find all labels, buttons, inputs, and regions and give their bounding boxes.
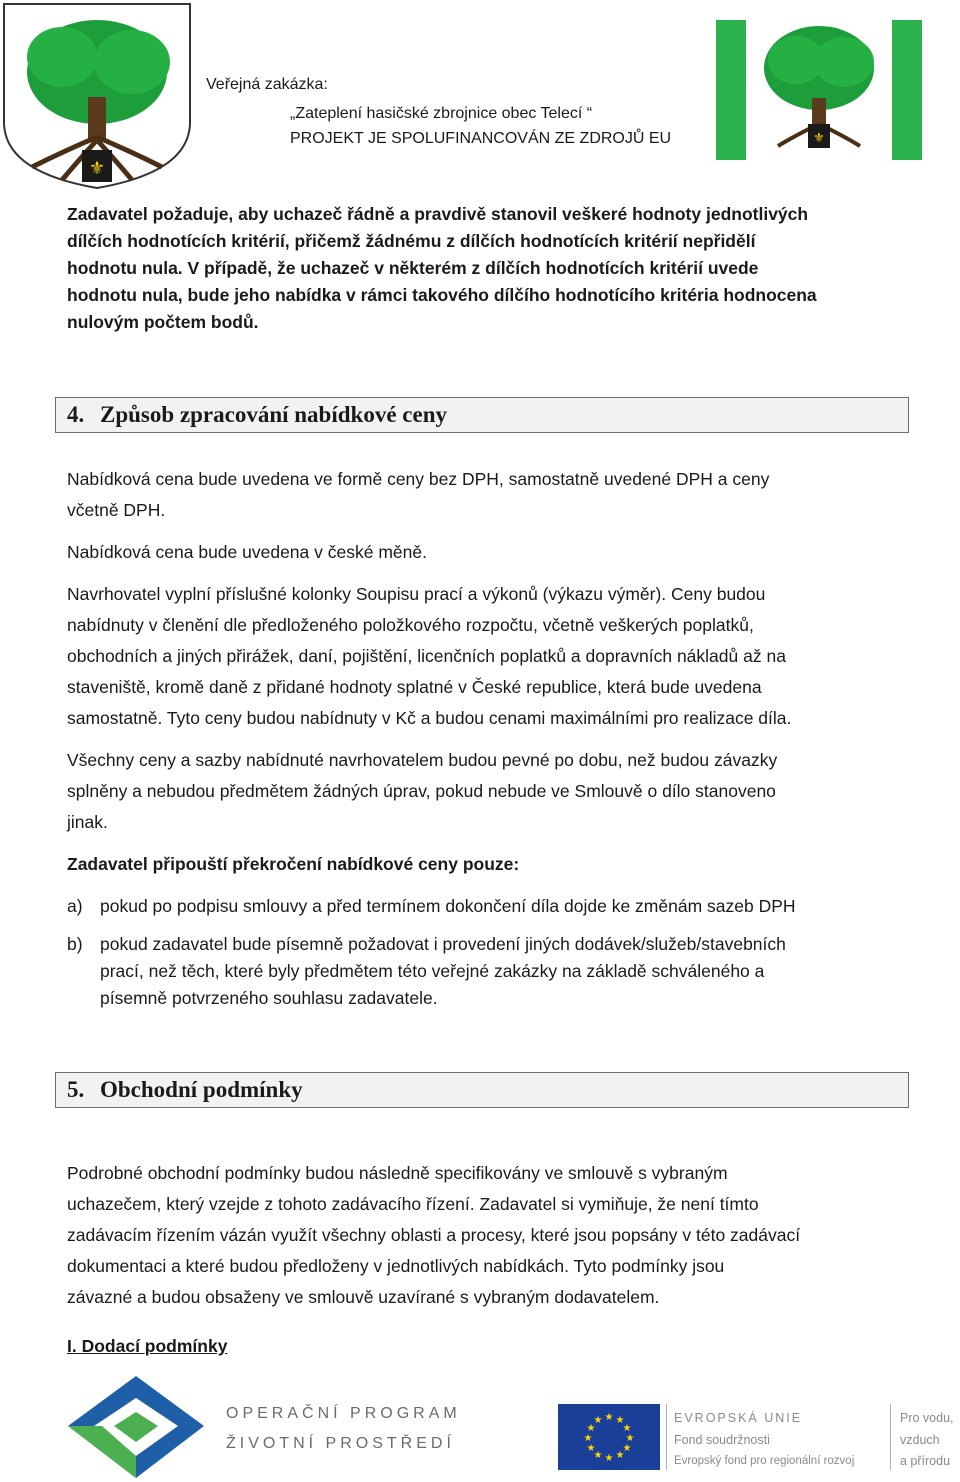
s5-p1-line: Podrobné obchodní podmínky budou následně specifikovány ve smlouvě s vybraným	[67, 1163, 728, 1183]
s4-p1-line: včetně DPH.	[67, 500, 166, 520]
section-5-heading	[55, 1072, 909, 1108]
svg-text:★: ★	[625, 1433, 635, 1444]
svg-text:★: ★	[615, 1415, 625, 1426]
s4-p4-line: jinak.	[67, 812, 108, 832]
svg-text:⚜: ⚜	[88, 158, 106, 179]
s4-p2: Nabídková cena bude uvedena v české měně.	[67, 542, 427, 562]
list-item-continuation	[67, 985, 898, 1012]
svg-text:★: ★	[622, 1423, 632, 1434]
s5-p1-line: dokumentaci a které budou předloženy v jednotlivých nabídkách. Tyto podmínky jsou	[67, 1256, 725, 1276]
eu-line-3: Evropský fond pro regionální rozvoj	[674, 1455, 855, 1467]
svg-text:★: ★	[583, 1433, 593, 1444]
header-cofinancing: PROJEKT JE SPOLUFINANCOVÁN ZE ZDROJŮ EU	[290, 130, 672, 147]
footer-divider	[666, 1404, 667, 1470]
s4-p3-line: obchodních a jiných přirážek, daní, pojištění, licenčních poplatků a dopravních nákladů až na	[67, 646, 786, 666]
op-line-2: ŽIVOTNÍ PROSTŘEDÍ	[226, 1435, 455, 1452]
subheading-delivery-terms: I. Dodací podmínky	[67, 1336, 228, 1356]
list-item	[67, 893, 898, 920]
eu-flag-icon	[558, 1404, 660, 1470]
section-title: Obchodní podmínky	[100, 1077, 303, 1102]
op-line-1: OPERAČNÍ PROGRAM	[226, 1405, 461, 1422]
svg-text:★: ★	[615, 1450, 625, 1461]
intro-line: dílčích hodnotících kritérií, přičemž žádnému z dílčích hodnotících kritérií nepřidělí	[67, 231, 756, 251]
s5-p1-line: zadávacím řízením vázán využít všechny oblasti a procesy, které jsou popsány v této zadávací	[67, 1225, 801, 1245]
s4-p3-line: staveniště, kromě daně z přidané hodnoty splatné v České republice, která bude uvedena	[67, 677, 762, 697]
svg-text:★: ★	[622, 1443, 632, 1454]
coat-of-arms-logo	[2, 2, 192, 190]
list-item-text: písemně potvrzeného souhlasu zadavatele.	[100, 988, 438, 1008]
list-item-text: prací, než těch, které byly předmětem této veřejné zakázky na základě schváleného a	[100, 961, 765, 981]
footer-divider	[890, 1404, 891, 1470]
section-number: 4.	[67, 402, 85, 427]
exceed-heading: Zadavatel připouští překročení nabídkové ceny pouze:	[67, 854, 520, 874]
eu-line-1: EVROPSKÁ UNIE	[674, 1411, 803, 1425]
s5-p1-line: uchazečem, který vzejde z tohoto zadávacího řízení. Zadavatel si vymiňuje, že není tímto	[67, 1194, 759, 1214]
svg-text:★: ★	[593, 1415, 603, 1426]
motto-line-3: a přírodu	[900, 1454, 951, 1468]
list-item-continuation	[67, 958, 898, 985]
svg-text:★: ★	[586, 1443, 596, 1454]
header-label: Veřejná zakázka:	[206, 76, 328, 93]
intro-line: hodnotu nula. V případě, že uchazeč v některém z dílčích hodnotících kritérií uvede	[67, 258, 759, 278]
list-item	[67, 931, 898, 958]
s4-p4-line: Všechny ceny a sazby nabídnuté navrhovatelem budou pevné po dobu, než budou závazky	[67, 750, 778, 770]
s5-p1-line: závazné a budou obsaženy ve smlouvě uzavírané s vybraným dodavatelem.	[67, 1287, 660, 1307]
s4-p3-line: samostatně. Tyto ceny budou nabídnuty v Kč a budou cenami maximálními pro realizace díla.	[67, 708, 792, 728]
svg-text:★: ★	[586, 1423, 596, 1434]
svg-text:★: ★	[593, 1450, 603, 1461]
list-marker: b)	[67, 934, 83, 954]
section-4-heading	[55, 397, 909, 433]
op-zp-logo-icon	[66, 1374, 206, 1480]
list-item-text: pokud zadavatel bude písemně požadovat i provedení jiných dodávek/služeb/stavebních	[100, 934, 786, 954]
intro-line: hodnotu nula, bude jeho nabídka v rámci takového dílčího hodnotícího kritéria hodnocena	[67, 285, 817, 305]
svg-text:⚜: ⚜	[813, 131, 825, 146]
s4-p3-line: Navrhovatel vyplní příslušné kolonky Soupisu prací a výkonů (výkazu výměr). Ceny budou	[67, 584, 766, 604]
svg-text:★: ★	[604, 1412, 614, 1423]
s4-p4-line: splněny a nebudou předmětem žádných úprav, pokud nebude ve Smlouvě o dílo stanoveno	[67, 781, 776, 801]
eu-line-2: Fond soudržnosti	[674, 1433, 770, 1447]
section-number: 5.	[67, 1077, 85, 1102]
motto-line-2: vzduch	[900, 1433, 940, 1447]
s4-p3-line: nabídnuty v členění dle předloženého položkového rozpočtu, včetně veškerých poplatků,	[67, 615, 754, 635]
list-marker: a)	[67, 896, 83, 916]
municipal-flag-logo	[716, 20, 922, 160]
svg-text:★: ★	[604, 1453, 614, 1464]
motto-line-1: Pro vodu,	[900, 1411, 954, 1425]
header-project-title: „Zateplení hasičské zbrojnice obec Telecí “	[290, 105, 593, 122]
s4-p1-line: Nabídková cena bude uvedena ve formě ceny bez DPH, samostatně uvedené DPH a ceny	[67, 469, 770, 489]
intro-line: nulovým počtem bodů.	[67, 312, 259, 332]
intro-line: Zadavatel požaduje, aby uchazeč řádně a pravdivě stanovil veškeré hodnoty jednotlivých	[67, 204, 809, 224]
list-item-text: pokud po podpisu smlouvy a před termínem dokončení díla dojde ke změnám sazeb DPH	[100, 896, 796, 916]
section-title: Způsob zpracování nabídkové ceny	[100, 402, 447, 427]
